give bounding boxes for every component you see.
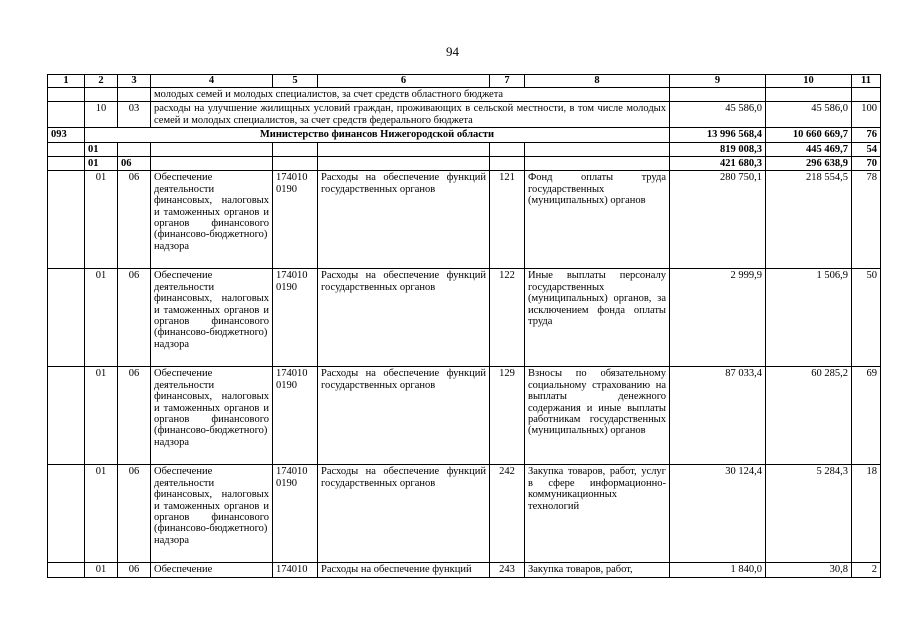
- cell-percent: 54: [852, 142, 881, 156]
- table-row: [48, 102, 881, 128]
- ministry-name: Министерство финансов Нижегородской области: [85, 128, 670, 142]
- cell-section: 01: [85, 563, 118, 577]
- cell-target-code: 174010: [273, 563, 318, 577]
- cell-program: Обеспечение: [151, 563, 273, 577]
- cell-direction: Расходы на обеспечение функций государственных органов: [318, 367, 490, 465]
- cell-plan: 421 680,3: [670, 157, 766, 171]
- cell-expense-name: Взносы по обязательному социальному страхованию на выплаты денежного содержания и иные выплаты работникам государственных (муниципальных) органов: [525, 367, 670, 465]
- cell-subsection: 06: [118, 563, 151, 577]
- column-header: 8: [525, 75, 670, 88]
- table-row: [48, 171, 881, 269]
- column-header: 1: [48, 75, 85, 88]
- subsection-row: [48, 157, 881, 171]
- cell-subsection: 06: [118, 157, 151, 171]
- cell-actual: 45 586,0: [766, 102, 852, 128]
- cell-program: Обеспечение деятельности финансовых, налоговых и таможенных органов и органов финансового (финансово-бюджетного) надзора: [151, 465, 273, 563]
- cell-section: 01: [85, 367, 118, 465]
- row-description: расходы на улучшение жилищных условий граждан, проживающих в сельской местности, в том числе молодых семей и молодых специалистов, за счет средств федерального бюджета: [151, 102, 670, 128]
- table-row: [48, 465, 881, 563]
- cell-percent: 78: [852, 171, 881, 269]
- cell-section: 01: [85, 465, 118, 563]
- cell-actual: 5 284,3: [766, 465, 852, 563]
- cell-percent: 69: [852, 367, 881, 465]
- cell-expense-name: Иные выплаты персоналу государственных (муниципальных) органов, за исключением фонда оплаты труда: [525, 269, 670, 367]
- cell-expense-name: Фонд оплаты труда государственных (муниципальных) органов: [525, 171, 670, 269]
- cell-section: 10: [85, 102, 118, 128]
- cell-expense-type: 121: [490, 171, 525, 269]
- column-header: 6: [318, 75, 490, 88]
- cell-percent: 2: [852, 563, 881, 577]
- cell-percent: 18: [852, 465, 881, 563]
- cell-target-code: 174010 0190: [273, 465, 318, 563]
- column-header: 10: [766, 75, 852, 88]
- cell-target-code: 174010 0190: [273, 367, 318, 465]
- cell-section: 01: [85, 171, 118, 269]
- cell-expense-name: Закупка товаров, работ, услуг в сфере информационно-коммуникационных технологий: [525, 465, 670, 563]
- continuation-text: молодых семей и молодых специалистов, за счет средств областного бюджета: [151, 88, 670, 102]
- cell-subsection: 06: [118, 269, 151, 367]
- cell-percent: 100: [852, 102, 881, 128]
- cell-expense-type: 129: [490, 367, 525, 465]
- continuation-row: [48, 88, 881, 102]
- cell-plan: 280 750,1: [670, 171, 766, 269]
- cell-direction: Расходы на обеспечение функций государственных органов: [318, 171, 490, 269]
- cell-plan: 30 124,4: [670, 465, 766, 563]
- cell-program: Обеспечение деятельности финансовых, налоговых и таможенных органов и органов финансового (финансово-бюджетного) надзора: [151, 269, 273, 367]
- cell-percent: 70: [852, 157, 881, 171]
- column-header: 4: [151, 75, 273, 88]
- cell-section: 01: [85, 157, 118, 171]
- cell-section: 01: [85, 269, 118, 367]
- column-number-row: [48, 75, 881, 88]
- cell-subsection: 06: [118, 367, 151, 465]
- cell-actual: 218 554,5: [766, 171, 852, 269]
- cell-plan: 819 008,3: [670, 142, 766, 156]
- cell-plan: 2 999,9: [670, 269, 766, 367]
- cell-direction: Расходы на обеспечение функций государственных органов: [318, 269, 490, 367]
- cell-actual: 296 638,9: [766, 157, 852, 171]
- cell-actual: 10 660 669,7: [766, 128, 852, 142]
- ministry-code: 093: [48, 128, 85, 142]
- cell-program: Обеспечение деятельности финансовых, налоговых и таможенных органов и органов финансового (финансово-бюджетного) надзора: [151, 171, 273, 269]
- cell-plan: 13 996 568,4: [670, 128, 766, 142]
- cell-expense-type: 243: [490, 563, 525, 577]
- cell-actual: 1 506,9: [766, 269, 852, 367]
- cell-actual: 30,8: [766, 563, 852, 577]
- cell-expense-type: 122: [490, 269, 525, 367]
- cell-subsection: 06: [118, 171, 151, 269]
- cell-section: 01: [85, 142, 118, 156]
- column-header: 2: [85, 75, 118, 88]
- page-number: 94: [446, 44, 459, 59]
- column-header: 7: [490, 75, 525, 88]
- cell-plan: 1 840,0: [670, 563, 766, 577]
- column-header: 9: [670, 75, 766, 88]
- cell-percent: 50: [852, 269, 881, 367]
- table-row: [48, 367, 881, 465]
- section-row: [48, 142, 881, 156]
- column-header: 3: [118, 75, 151, 88]
- ministry-row: [48, 128, 881, 142]
- cell-actual: 60 285,2: [766, 367, 852, 465]
- cell-percent: 76: [852, 128, 881, 142]
- cell-target-code: 174010 0190: [273, 269, 318, 367]
- cell-actual: 445 469,7: [766, 142, 852, 156]
- cell-subsection: 06: [118, 465, 151, 563]
- column-header: 11: [852, 75, 881, 88]
- budget-table: [47, 74, 881, 578]
- cell-direction: Расходы на обеспечение функций государственных органов: [318, 465, 490, 563]
- table-row: [48, 269, 881, 367]
- table-row: [48, 563, 881, 577]
- cell-plan: 45 586,0: [670, 102, 766, 128]
- cell-expense-type: 242: [490, 465, 525, 563]
- cell-direction: Расходы на обеспечение функций: [318, 563, 490, 577]
- cell-plan: 87 033,4: [670, 367, 766, 465]
- cell-target-code: 174010 0190: [273, 171, 318, 269]
- cell-subsection: 03: [118, 102, 151, 128]
- cell-expense-name: Закупка товаров, работ,: [525, 563, 670, 577]
- cell-program: Обеспечение деятельности финансовых, налоговых и таможенных органов и органов финансового (финансово-бюджетного) надзора: [151, 367, 273, 465]
- column-header: 5: [273, 75, 318, 88]
